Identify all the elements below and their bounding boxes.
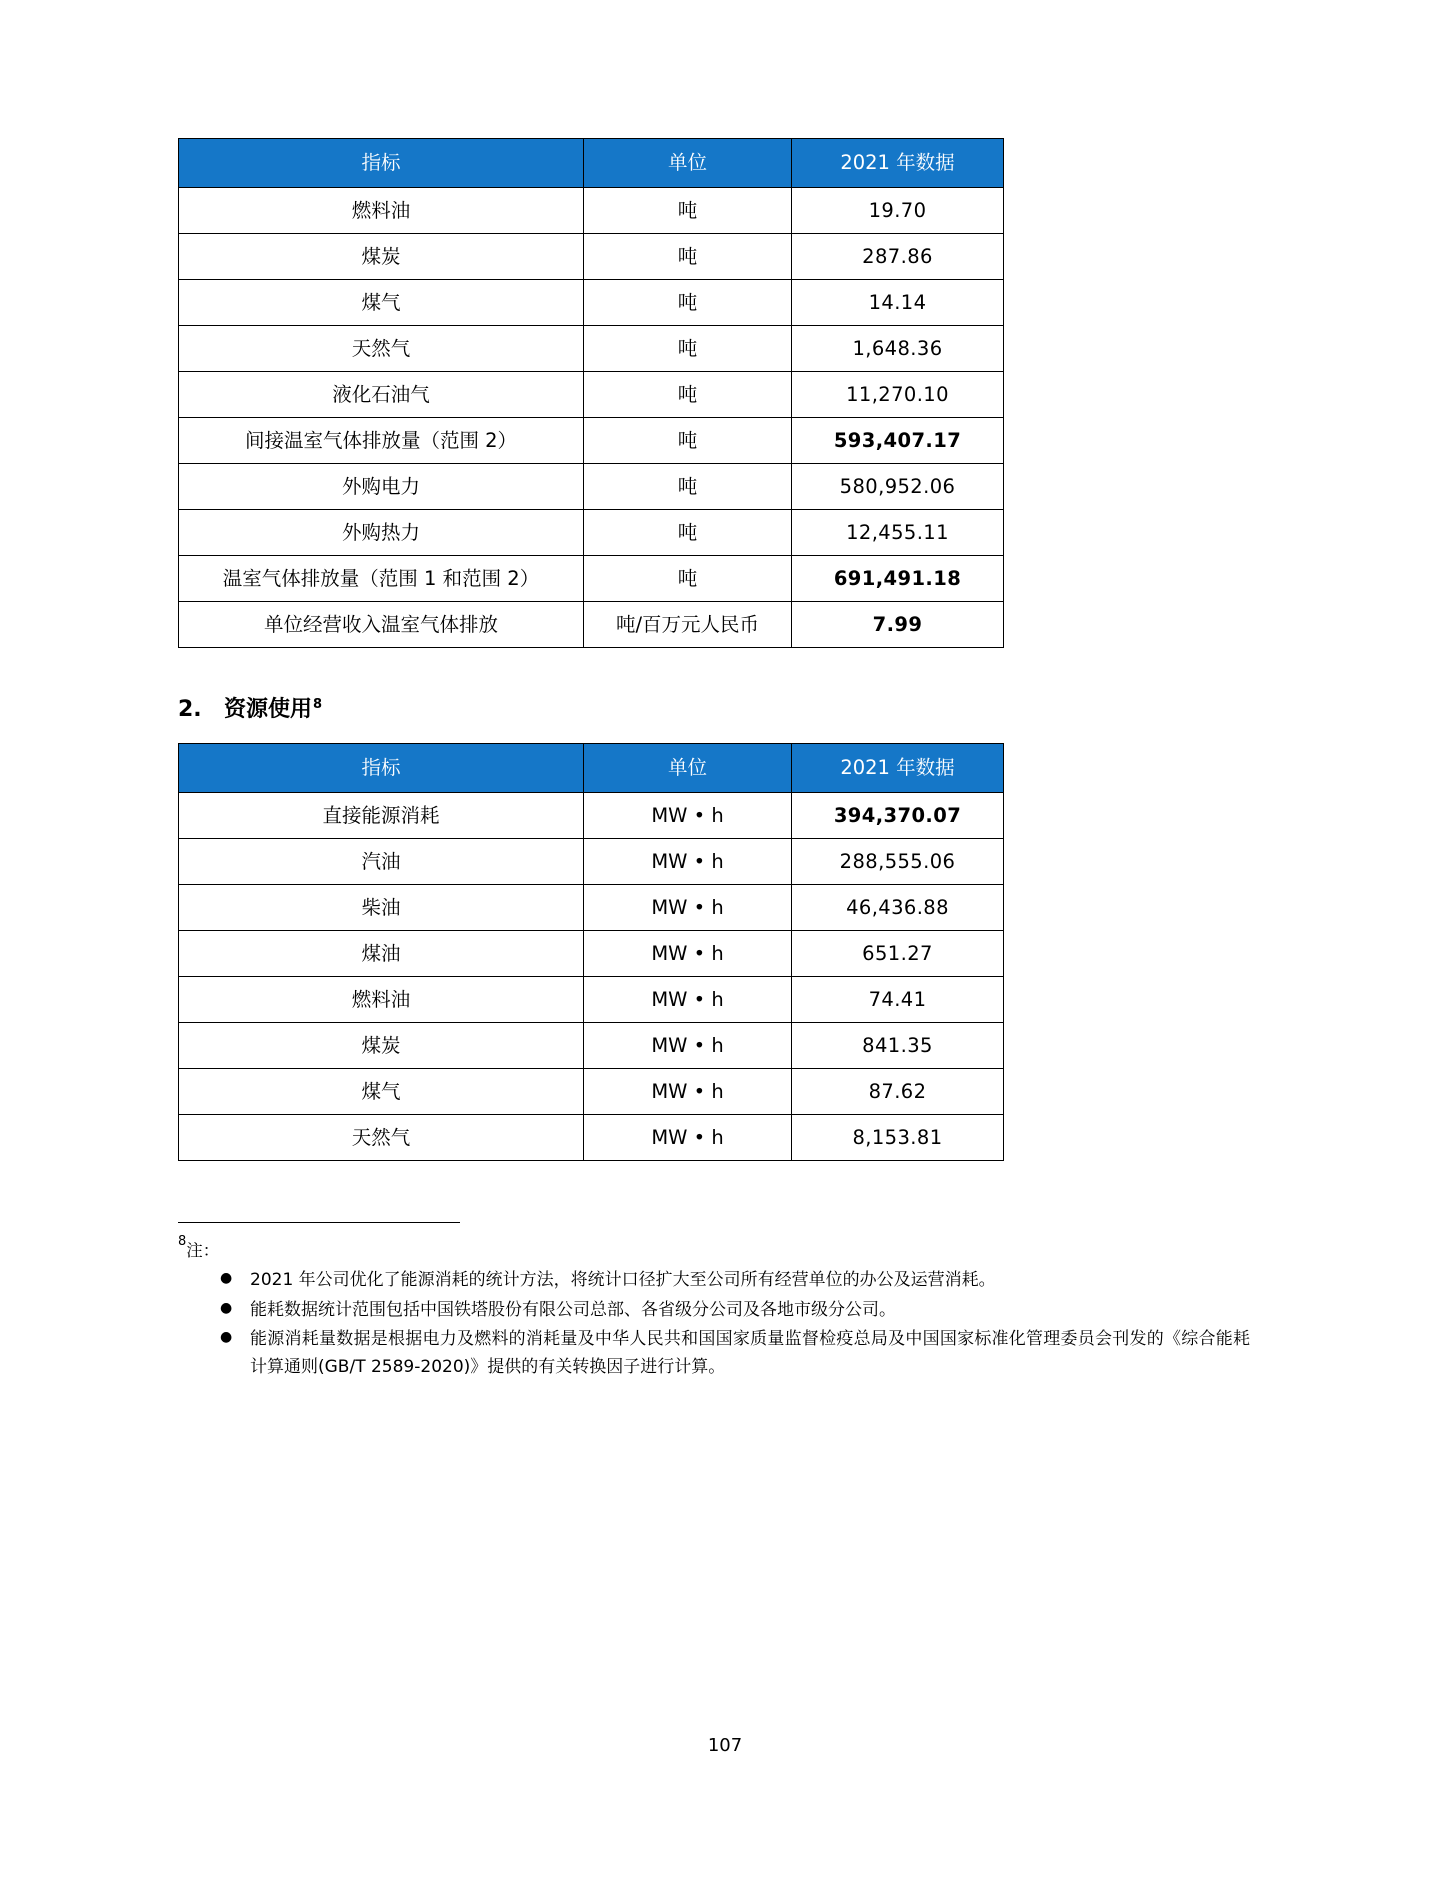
cell-value: 11,270.10 <box>792 372 1004 418</box>
cell-indicator: 直接能源消耗 <box>179 793 584 839</box>
footnote-divider <box>178 1222 460 1223</box>
cell-indicator: 液化石油气 <box>179 372 584 418</box>
section-number: 2. <box>178 697 202 722</box>
table-row <box>179 885 1004 931</box>
table-row <box>179 372 1004 418</box>
cell-indicator: 燃料油 <box>179 977 584 1023</box>
cell-indicator: 汽油 <box>179 839 584 885</box>
table-row <box>179 977 1004 1023</box>
cell-indicator: 煤油 <box>179 931 584 977</box>
cell-value: 287.86 <box>792 234 1004 280</box>
footnote-heading <box>178 1233 1250 1261</box>
cell-value: 1,648.36 <box>792 326 1004 372</box>
table-row <box>179 931 1004 977</box>
page-number: 107 <box>707 1735 743 1756</box>
table-row <box>179 1115 1004 1161</box>
cell-indicator: 煤炭 <box>179 1023 584 1069</box>
cell-unit: 吨 <box>584 464 792 510</box>
cell-indicator: 外购热力 <box>179 510 584 556</box>
table-row <box>179 1069 1004 1115</box>
cell-unit: MW • h <box>584 793 792 839</box>
cell-indicator: 单位经营收入温室气体排放 <box>179 602 584 648</box>
cell-indicator: 煤气 <box>179 1069 584 1115</box>
cell-unit: MW • h <box>584 839 792 885</box>
cell-unit: 吨 <box>584 556 792 602</box>
table-row <box>179 280 1004 326</box>
column-header-unit: 单位 <box>584 744 792 793</box>
section-heading-resource-use <box>178 692 1238 723</box>
table-row <box>179 510 1004 556</box>
cell-indicator: 煤炭 <box>179 234 584 280</box>
table-row <box>179 602 1004 648</box>
cell-indicator: 外购电力 <box>179 464 584 510</box>
cell-indicator: 天然气 <box>179 1115 584 1161</box>
cell-value: 841.35 <box>792 1023 1004 1069</box>
cell-indicator: 间接温室气体排放量（范围 2） <box>179 418 584 464</box>
page-content <box>178 138 1238 1161</box>
bullet-icon: ● <box>220 1270 233 1286</box>
cell-unit: MW • h <box>584 1115 792 1161</box>
table-row <box>179 188 1004 234</box>
footnote-marker: 8 <box>178 1233 187 1249</box>
cell-unit: MW • h <box>584 1023 792 1069</box>
cell-value: 14.14 <box>792 280 1004 326</box>
footnote-text: 能耗数据统计范围包括中国铁塔股份有限公司总部、各省级分公司及各地市级分公司。 <box>250 1299 896 1320</box>
footnote-list <box>178 1267 1250 1381</box>
table-row <box>179 464 1004 510</box>
cell-value: 691,491.18 <box>792 556 1004 602</box>
cell-value: 394,370.07 <box>792 793 1004 839</box>
cell-value: 288,555.06 <box>792 839 1004 885</box>
cell-indicator: 燃料油 <box>179 188 584 234</box>
column-header-value: 2021 年数据 <box>792 139 1004 188</box>
resource-use-table <box>178 743 1004 1161</box>
table-header-row <box>179 139 1004 188</box>
cell-unit: MW • h <box>584 977 792 1023</box>
cell-value: 46,436.88 <box>792 885 1004 931</box>
table-row <box>179 793 1004 839</box>
cell-unit: 吨 <box>584 188 792 234</box>
cell-value: 74.41 <box>792 977 1004 1023</box>
footnote-label: 注： <box>186 1241 220 1260</box>
section-footnote-marker: 8 <box>313 697 323 712</box>
footnote-text: 2021 年公司优化了能源消耗的统计方法，将统计口径扩大至公司所有经营单位的办公及运营消耗。 <box>250 1270 996 1290</box>
cell-value: 12,455.11 <box>792 510 1004 556</box>
bullet-icon: ● <box>220 1299 233 1316</box>
cell-value: 7.99 <box>792 602 1004 648</box>
footnote-item <box>178 1326 1250 1381</box>
table-row <box>179 326 1004 372</box>
cell-value: 8,153.81 <box>792 1115 1004 1161</box>
cell-indicator: 柴油 <box>179 885 584 931</box>
column-header-indicator: 指标 <box>179 744 584 793</box>
cell-indicator: 温室气体排放量（范围 1 和范围 2） <box>179 556 584 602</box>
section-title: 资源使用 <box>224 697 313 722</box>
table-row <box>179 1023 1004 1069</box>
cell-indicator: 煤气 <box>179 280 584 326</box>
cell-unit: 吨 <box>584 326 792 372</box>
cell-unit: 吨 <box>584 280 792 326</box>
footnote-section <box>178 1222 1250 1383</box>
cell-unit: MW • h <box>584 931 792 977</box>
column-header-value: 2021 年数据 <box>792 744 1004 793</box>
cell-value: 651.27 <box>792 931 1004 977</box>
footnote-text: 能源消耗量数据是根据电力及燃料的消耗量及中华人民共和国国家质量监督检疫总局及中国国家标准化管理委员会刊发的《综合能耗计算通则(GB/T 2589-2020)》提供的有关转换因子进行计算。 <box>250 1329 1250 1377</box>
table-row <box>179 234 1004 280</box>
cell-value: 19.70 <box>792 188 1004 234</box>
cell-value: 593,407.17 <box>792 418 1004 464</box>
cell-unit: 吨 <box>584 234 792 280</box>
cell-indicator: 天然气 <box>179 326 584 372</box>
bullet-icon: ● <box>220 1329 233 1346</box>
footnote-item <box>178 1267 1250 1295</box>
cell-unit: MW • h <box>584 885 792 931</box>
column-header-indicator: 指标 <box>179 139 584 188</box>
footnote-item <box>178 1297 1250 1325</box>
column-header-unit: 单位 <box>584 139 792 188</box>
table-row <box>179 839 1004 885</box>
cell-value: 580,952.06 <box>792 464 1004 510</box>
cell-unit: 吨 <box>584 418 792 464</box>
ghg-emissions-table <box>178 138 1004 648</box>
cell-unit: 吨 <box>584 372 792 418</box>
cell-unit: MW • h <box>584 1069 792 1115</box>
table-row <box>179 556 1004 602</box>
cell-value: 87.62 <box>792 1069 1004 1115</box>
table-row <box>179 418 1004 464</box>
cell-unit: 吨/百万元人民币 <box>584 602 792 648</box>
table-header-row <box>179 744 1004 793</box>
cell-unit: 吨 <box>584 510 792 556</box>
